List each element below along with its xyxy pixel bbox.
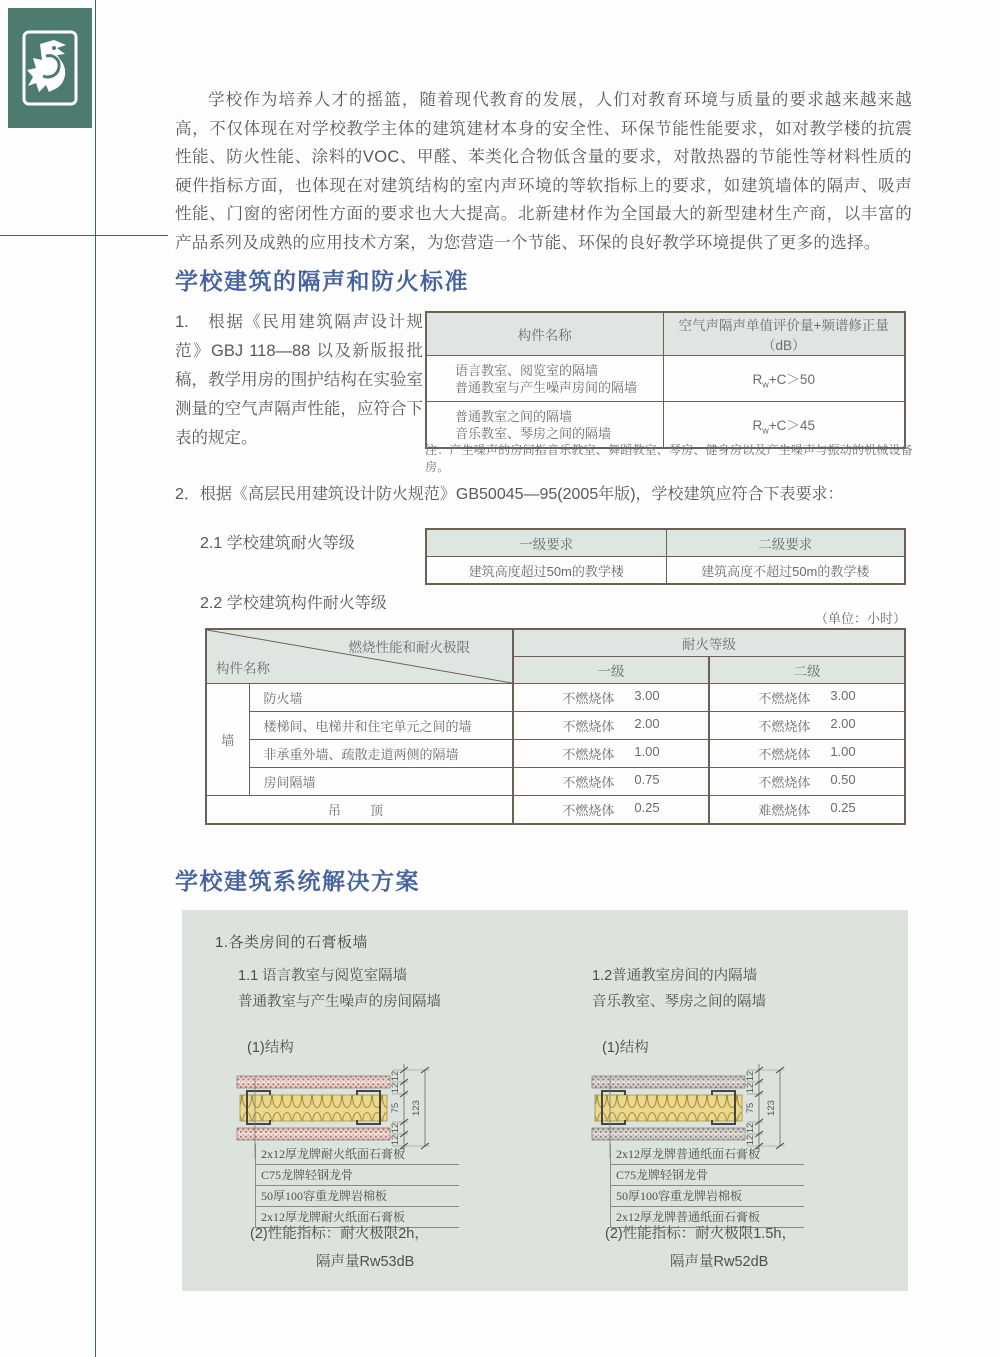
material-legend-right <box>610 1144 804 1228</box>
margin-rule-horizontal <box>0 235 168 236</box>
section-heading-standards: 学校建筑的隔声和防火标准 <box>175 269 469 294</box>
solution-right-title: 1.2普通教室房间的内隔墙 音乐教室、琴房之间的隔墙 <box>592 968 766 1010</box>
legend-item: 2x12厚龙牌耐火纸面石膏板 <box>256 1207 459 1228</box>
corner-label-top: 燃烧性能和耐火极限 <box>348 640 470 655</box>
legend-item: 50厚100容重龙牌岩棉板 <box>611 1186 804 1207</box>
t22-row4-name: 房间隔墙 <box>249 768 513 796</box>
table-row: 墙 防火墙 不燃烧体 3.00 不燃烧体 3.00 <box>206 684 905 712</box>
t21-header-grade1: 一级要求 <box>426 529 666 557</box>
t22-grade-group-header: 耐火等级 <box>513 629 905 657</box>
t1-row2-line2: 音乐教室、琴房之间的隔墙 <box>455 425 612 441</box>
margin-rule-vertical <box>95 0 96 1357</box>
material-legend-left <box>255 1144 459 1228</box>
t1-row1-line1: 语言教室、阅览室的隔墙 <box>455 362 599 378</box>
structure-label-left: (1)结构 <box>247 1040 294 1056</box>
dim-12: 12 <box>745 1070 756 1082</box>
corner-label-bottom: 构件名称 <box>216 661 270 676</box>
legend-item: 2x12厚龙牌普通纸面石膏板 <box>611 1207 804 1228</box>
panel-title: 1.各类房间的石膏板墙 <box>215 934 369 951</box>
t22-ceiling-name: 吊 顶 <box>206 796 513 825</box>
wall-section-diagram-left <box>232 1058 447 1158</box>
table-row: 楼梯间、电梯井和住宅单元之间的墙 不燃烧体 2.00 不燃烧体 2.00 <box>206 712 905 740</box>
t1-row1-value: $R_w+C>50$ <box>663 356 905 402</box>
performance-right-line2: 隔声量Rw52dB <box>670 1254 769 1270</box>
wall-section-diagram-right <box>587 1058 802 1158</box>
unit-note: （单位：小时） <box>814 611 906 626</box>
dim-123: 123 <box>766 1100 777 1116</box>
performance-right-line1: (2)性能指标：耐火极限1.5h， <box>605 1226 796 1242</box>
dim-75: 75 <box>745 1102 756 1114</box>
sound-insulation-table <box>425 311 906 449</box>
dim-12: 12 <box>390 1134 401 1146</box>
dim-12: 12 <box>390 1082 401 1094</box>
intro-text: 学校作为培养人才的摇篮，随着现代教育的发展，人们对教育环境与质量的要求越来越来越高，不仅体现在对学校教学主体的建筑建材本身的安全性、环保节能性能要求，如对教学楼的抗震性能、防火性能、涂料的VOC、甲醛、苯类化合物低含量的要求，对散热器的节能性等材料性质的硬件指标方面，也体现在对建筑结构的室内声环境的等软指标上的要求，如建筑墙体的隔声、吸声性能、门窗的密闭性方面的要求也大大提高。北新建材作为全国最大的新型建材生产商，以丰富的产品系列及成熟的应用技术方案，为您营造一个节能、环保的良好教学环境提供了更多的选择。 <box>175 91 912 252</box>
t22-grade1-header: 一级 <box>513 657 709 684</box>
t22-row3-name: 非承重外墙、疏散走道两侧的隔墙 <box>249 740 513 768</box>
table-row <box>426 557 905 585</box>
t1-header-value: 空气声隔声单值评价量+频谱修正量（dB） <box>663 312 905 356</box>
t22-grade2-header: 二级 <box>709 657 905 684</box>
structure-label-right: (1)结构 <box>602 1040 649 1056</box>
table-row: 非承重外墙、疏散走道两侧的隔墙 不燃烧体 1.00 不燃烧体 1.00 <box>206 740 905 768</box>
table-footnote: 注：产生噪声的房间指音乐教室、舞蹈教室、琴房、健身房以及产生噪声与振动的机械设备房。 <box>425 443 914 474</box>
fire-rating-table <box>425 528 906 585</box>
solution-left-title: 1.1 语言教室与阅览室隔墙 普通教室与产生噪声的房间隔墙 <box>238 968 441 1010</box>
item2-paragraph: 2．根据《高层民用建筑设计防火规范》GB50045—95(2005年版)，学校建筑应符合下表要求： <box>175 486 844 503</box>
dim-12: 12 <box>390 1070 401 1082</box>
section-heading-solutions: 学校建筑系统解决方案 <box>175 869 420 894</box>
t22-row1-name: 防火墙 <box>249 684 513 712</box>
dim-75: 75 <box>390 1102 401 1114</box>
table-row <box>426 356 905 402</box>
dim-12: 12 <box>745 1122 756 1134</box>
legend-item: 2x12厚龙牌普通纸面石膏板 <box>611 1144 804 1165</box>
item1-paragraph: 1. 根据《民用建筑隔声设计规范》GBJ 118—88 以及新版报批稿，教学用房的围护结构在实验室测量的空气声隔声性能，应符合下表的规定。 <box>175 313 423 447</box>
component-fire-rating-table <box>205 628 906 825</box>
table-row: 房间隔墙 不燃烧体 0.75 不燃烧体 0.50 <box>206 768 905 796</box>
sub-label-2-1: 2.1 学校建筑耐火等级 <box>200 535 355 552</box>
t21-cell2: 建筑高度不超过50m的教学楼 <box>666 557 905 585</box>
performance-left-line2: 隔声量Rw53dB <box>316 1254 415 1270</box>
dim-12: 12 <box>390 1122 401 1134</box>
dragon-logo-icon <box>20 26 80 110</box>
t22-category-wall: 墙 <box>206 684 249 796</box>
t21-header-grade2: 二级要求 <box>666 529 905 557</box>
performance-left-line1: (2)性能指标：耐火极限2h， <box>250 1226 429 1242</box>
t1-row1-line2: 普通教室与产生噪声房间的隔墙 <box>455 379 638 395</box>
brand-logo <box>8 8 92 128</box>
dim-123: 123 <box>411 1100 422 1116</box>
table-row: 吊 顶 不燃烧体 0.25 难燃烧体 0.25 <box>206 796 905 825</box>
t21-cell1: 建筑高度超过50m的教学楼 <box>426 557 666 585</box>
intro-paragraph <box>175 86 912 257</box>
t1-row2-line1: 普通教室之间的隔墙 <box>455 408 573 424</box>
dim-12: 12 <box>745 1134 756 1146</box>
legend-item: 2x12厚龙牌耐火纸面石膏板 <box>256 1144 459 1165</box>
dim-12: 12 <box>745 1082 756 1094</box>
t22-corner-cell <box>206 629 513 684</box>
legend-item: C75龙牌轻钢龙骨 <box>611 1165 804 1186</box>
legend-item: C75龙牌轻钢龙骨 <box>256 1165 459 1186</box>
sub-label-2-2: 2.2 学校建筑构件耐火等级 <box>200 595 387 612</box>
t1-header-component: 构件名称 <box>426 312 663 356</box>
t22-row2-name: 楼梯间、电梯井和住宅单元之间的墙 <box>249 712 513 740</box>
legend-item: 50厚100容重龙牌岩棉板 <box>256 1186 459 1207</box>
t1-row2-value: $R_w+C>45$ <box>663 402 905 449</box>
